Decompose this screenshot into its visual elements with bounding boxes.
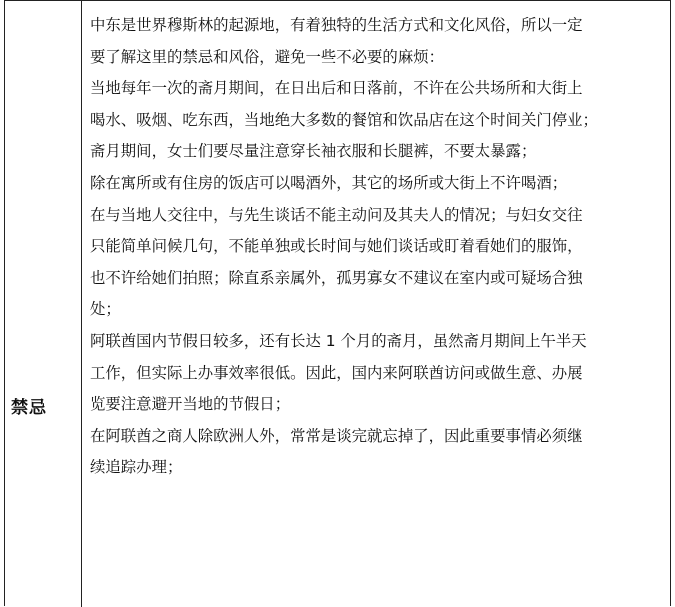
content-line: 中东是世界穆斯林的起源地，有着独特的生活方式和文化风俗，所以一定 — [90, 16, 583, 34]
content-line: 览要注意避开当地的节假日； — [90, 395, 291, 414]
content-line: 工作，但实际上办事效率很低。因此，国内来阿联酋访问或做生意、办展 — [90, 363, 583, 382]
content-line: 在与当地人交往中，与先生谈话不能主动问及其夫人的情况；与妇女交往 — [90, 205, 583, 224]
content-line: 续追踪办理； — [90, 458, 183, 477]
content-line: 也不许给她们拍照；除直系亲属外，孤男寡女不建议在室内或可疑场合独 — [90, 268, 583, 287]
content-line: 处； — [90, 300, 121, 319]
content-line: 要了解这里的禁忌和风俗，避免一些不必要的麻烦： — [90, 47, 444, 66]
taboo-label: 禁忌 — [11, 398, 47, 418]
content-cell — [83, 1, 670, 607]
content-line: 除在寓所或有住房的饭店可以喝酒外，其它的场所或大街上不许喝酒； — [90, 173, 568, 192]
content-line: 斋月期间，女士们要尽量注意穿长袖衣服和长腿裤，不要太暴露； — [90, 142, 537, 161]
customs-table — [4, 0, 671, 606]
content-line: 阿联酋国内节假日较多，还有长达 1 个月的斋月，虽然斋月期间上午半天 — [90, 331, 587, 350]
content-line: 只能简单问候几句，不能单独或长时间与她们谈话或盯着看她们的服饰， — [90, 237, 583, 256]
content-line: 喝水、吸烟、吃东西，当地绝大多数的餐馆和饮品店在这个时间关门停业； — [90, 110, 598, 129]
content-line: 当地每年一次的斋月期间，在日出后和日落前，不许在公共场所和大街上 — [90, 79, 583, 98]
content-line: 在阿联酋之商人除欧洲人外，常常是谈完就忘掉了，因此重要事情必须继 — [90, 426, 583, 445]
label-cell — [5, 1, 82, 607]
